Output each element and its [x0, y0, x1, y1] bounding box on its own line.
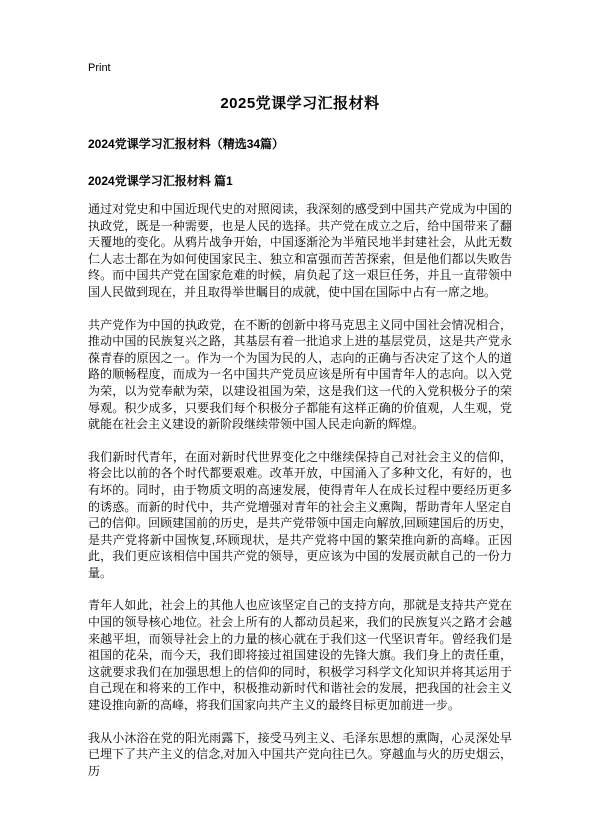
document-body — [88, 201, 512, 779]
print-button[interactable]: Print — [88, 62, 111, 74]
paragraph-1: 通过对党史和中国近现代史的对照阅读，我深刻的感受到中国共产党成为中国的执政党，既是一种需要，也是人民的选择。共产党在成立之后，给中国带来了翻天覆地的变化。从鸦片战争开始，中国逐渐沦为半殖民地半封建社会，从此无数仁人志士都在为如何使国家民主、独立和富强而苦苦探索，但是他们都以失败告终。而中国共产党在国家危难的时候，肩负起了这一艰巨任务，并且一直带领中国人民做到现在，并且取得举世瞩目的成就，使中国在国际中占有一席之地。 — [88, 202, 512, 299]
paragraph-4: 青年人如此，社会上的其他人也应该坚定自己的支持方向，那就是支持共产党在中国的领导核心地位。社会上所有的人都动员起来，我们的民族复兴之路才会越来越平坦，而领导社会上的力量的核心就在于我们这一代坚识青年。曾经我们是祖国的花朵，而今天，我们即将接过祖国建设的先锋大旗。我们身上的责任重，这就要求我们在加强思想上的信仰的同时，积极学习科学文化知识并将其运用于自己现在和将来的工作中，积极推动新时代和谐社会的发展，把我国的社会主义建设推向新的高峰，将我们国家向共产主义的最终目标更加前进一步。 — [88, 598, 512, 713]
section-heading: 2024党课学习汇报材料 篇1 — [88, 174, 233, 188]
document-subtitle: 2024党课学习汇报材料（精选34篇） — [88, 137, 285, 151]
document-title: 2025党课学习汇报材料 — [220, 95, 380, 112]
paragraph-3: 我们新时代青年，在面对新时代世界变化之中继续保持自己对社会主义的信仰，将会比以前的各个时代都要艰难。改革开放，中国涌入了多种文化，有好的，也有坏的。同时，由于物质文明的高速发展，使得青年人在成长过程中要经历更多的诱惑。而新的时代中，共产党增强对青年的社会主义熏陶，帮助青年人坚定自己的信仰。回顾建国前的历史，是共产党带领中国走向解放,回顾建国后的历史，是共产党将新中国恢复,环顾现状，是共产党将中国的繁荣推向新的高峰。正因此，我们更应该相信中国共产党的领导，更应该为中国的发展贡献自己的一份力量。 — [88, 449, 512, 580]
paragraph-2: 共产党作为中国的执政党，在不断的创新中将马克思主义同中国社会情况相合，推动中国的民族复兴之路，其基层有着一批追求上进的基层党员，这是共产党永葆青春的原因之一。作为一个为国为民的人，志向的正确与否决定了这个人的道路的顺畅程度，而成为一名中国共产党员应该是所有中国青年人的志向。以入党为荣，以为党奉献为荣，以建设祖国为荣，这是我们这一代的入党积极分子的荣辱观。积少成多，只要我们每个积极分子都能有这样正确的价值观，人生观，党就能在社会主义建设的新阶段继续带领中国人民走向新的辉煌。 — [88, 317, 512, 432]
paragraph-5: 我从小沐浴在党的阳光雨露下，接受马列主义、毛泽东思想的熏陶，心灵深处早已埋下了共产主义的信念,对加入中国共产党向往已久。穿越血与火的历史烟云，历 — [88, 730, 512, 778]
